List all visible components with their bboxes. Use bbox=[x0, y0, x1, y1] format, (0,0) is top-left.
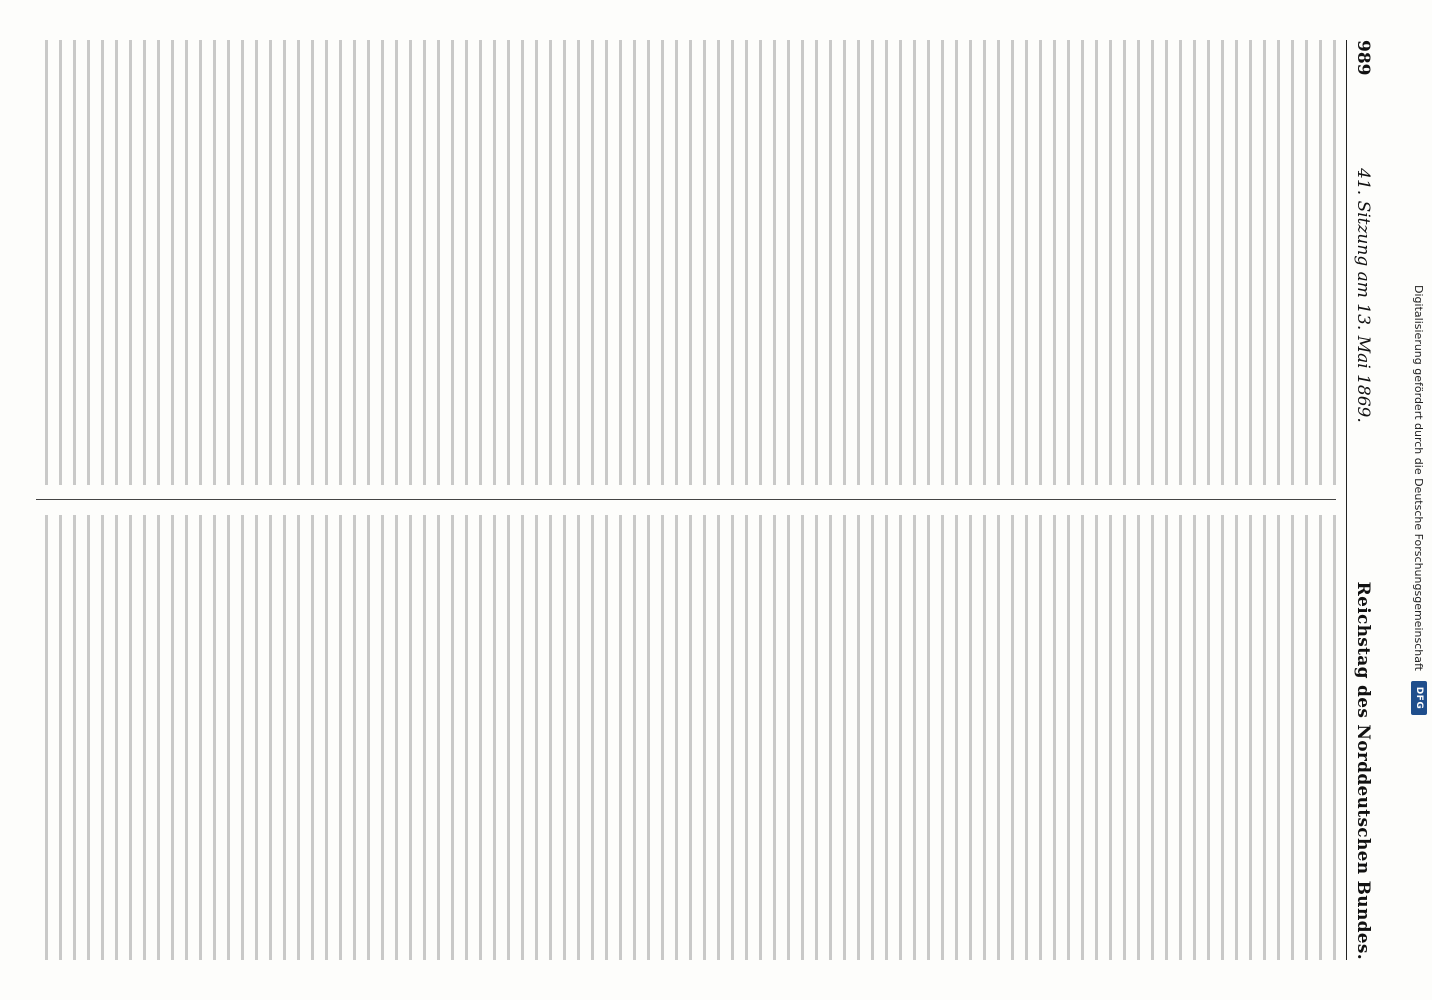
digitization-credit-text: Digitalisierung gefördert durch die Deutsche Forschungsgemeinschaft bbox=[1412, 285, 1426, 671]
body-text-placeholder bbox=[36, 515, 1336, 960]
text-column-right bbox=[36, 515, 1336, 960]
dfg-logo: DFG bbox=[1411, 681, 1427, 715]
publication-title: Reichstag des Norddeutschen Bundes. bbox=[1353, 581, 1373, 960]
session-heading: 41. Sitzung am 13. Mai 1869. bbox=[1353, 168, 1373, 423]
running-header bbox=[1346, 40, 1392, 960]
digitization-credit bbox=[1406, 0, 1432, 1000]
page-number: 989 bbox=[1353, 40, 1373, 76]
text-column-left bbox=[36, 40, 1336, 485]
body-text-placeholder bbox=[36, 40, 1336, 485]
column-divider bbox=[36, 499, 1336, 500]
